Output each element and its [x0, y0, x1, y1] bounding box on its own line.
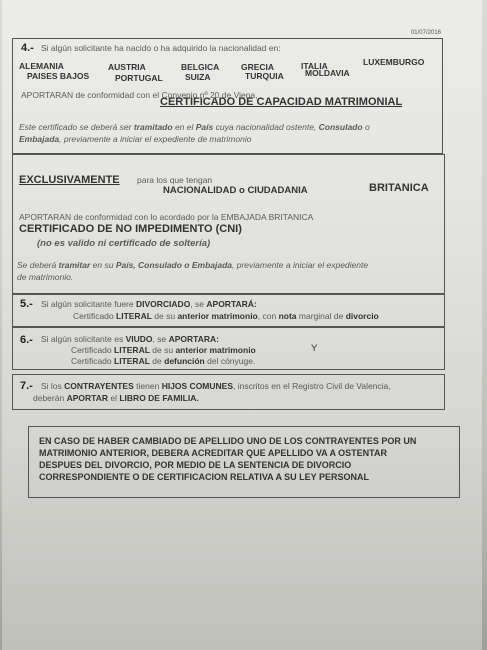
section-4-note-2: Embajada, previamente a iniciar el expediente de matrimonio — [19, 134, 252, 144]
tramitar-line-1: Se deberá tramitar en su País, Consulado o Embajada, previamente a iniciar el expediente — [17, 260, 369, 270]
section-7 — [12, 374, 445, 410]
section-5-line-2: Certificado LITERAL de su anterior matrimonio, con nota marginal de divorcio — [73, 311, 379, 321]
section-7-line-2: deberán APORTAR el LIBRO DE FAMILIA. — [33, 393, 199, 403]
country-moldavia: MOLDAVIA — [305, 68, 350, 78]
final-notice-line-1: EN CASO DE HABER CAMBIADO DE APELLIDO UNO DE LOS CONTRAYENTES POR UN — [39, 436, 417, 446]
country-suiza: SUIZA — [185, 72, 211, 82]
country-alemania: ALEMANIA — [19, 61, 64, 71]
section-4-note-1: Este certificado se deberá ser tramitado en el País cuya nacionalidad ostente, Consulado o — [19, 122, 370, 132]
section-7-line-1: Si los CONTRAYENTES tienen HIJOS COMUNES, inscritos en el Registro Civil de Valencia, — [41, 381, 391, 391]
country-grecia: GRECIA — [241, 62, 275, 72]
exclusivamente-para: para los que tengan — [137, 175, 213, 185]
section-4 — [12, 38, 443, 154]
certificado-capacidad-matrimonial: CERTIFICADO DE CAPACIDAD MATRIMONIAL — [160, 96, 403, 108]
section-6-line-3: Certificado LITERAL de defunción del cónyuge. — [71, 356, 256, 366]
document-date: 01/07/2016 — [410, 30, 441, 36]
nacionalidad-ciudadania: NACIONALIDAD o CIUDADANIA — [163, 185, 308, 196]
country-luxemburgo: LUXEMBURGO — [363, 57, 425, 67]
country-austria: AUSTRIA — [108, 62, 146, 72]
exclusivamente-title: EXCLUSIVAMENTE — [19, 174, 120, 186]
section-5 — [12, 294, 445, 327]
country-italia: ITALIA — [301, 61, 328, 71]
section-6-line-2: Certificado LITERAL de su anterior matrimonio — [71, 345, 256, 355]
section-6-number: 6.- — [20, 334, 33, 346]
section-4-number: 4.- — [21, 42, 34, 54]
final-notice-line-2: MATRIMONIO ANTERIOR, DEBERA ACREDITAR QUE APELLIDO VA A OSTENTAR — [39, 448, 387, 458]
no-valido: (no es valido ni certificado de soltería) — [37, 238, 211, 249]
section-5-number: 5.- — [20, 298, 33, 310]
tramitar-line-2: de matrimonio. — [17, 272, 74, 282]
country-portugal: PORTUGAL — [115, 73, 163, 83]
final-notice — [28, 426, 460, 498]
final-notice-line-4: CORRESPONDIENTE O DE CERTIFICACION RELATIVA A SU LEY PERSONAL — [39, 472, 370, 482]
certificado-no-impedimento: CERTIFICADO DE NO IMPEDIMENTO (CNI) — [19, 223, 242, 235]
section-6-y: Y — [311, 343, 318, 354]
section-6-line-1: Si algún solicitante es VIUDO, se APORTARA: — [41, 334, 219, 344]
britanica: BRITANICA — [369, 182, 429, 194]
country-paises-bajos: PAISES BAJOS — [27, 71, 90, 81]
country-belgica: BELGICA — [181, 62, 220, 72]
section-exclusivamente — [12, 154, 445, 294]
section-4-intro: Si algún solicitante ha nacido o ha adquirido la nacionalidad en: — [41, 43, 281, 53]
final-notice-line-3: DESPUES DEL DIVORCIO, POR MEDIO DE LA SENTENCIA DE DIVORCIO — [39, 460, 352, 470]
section-6 — [12, 327, 445, 370]
country-turquia: TURQUIA — [245, 71, 284, 81]
exclusivamente-aportaran: APORTARAN de conformidad con lo acordado por la EMBAJADA BRITANICA — [19, 212, 314, 222]
section-5-line-1: Si algún solicitante fuere DIVORCIADO, se APORTARÁ: — [41, 299, 257, 309]
section-4-aportaran: APORTARAN de conformidad con el Convenio nº 20 de Viena, — [21, 90, 258, 100]
section-7-number: 7.- — [20, 380, 33, 392]
